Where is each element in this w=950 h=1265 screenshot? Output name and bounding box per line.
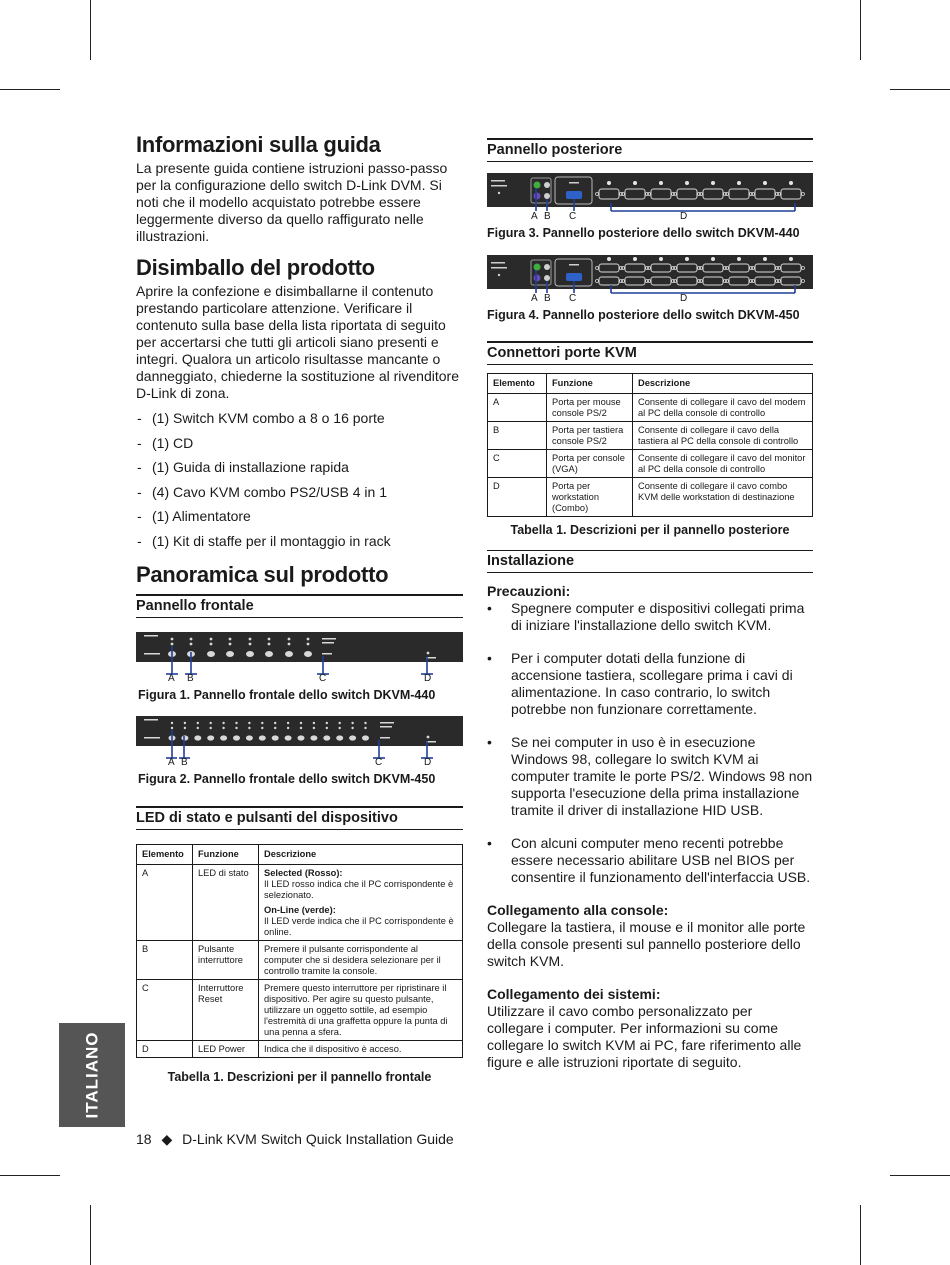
list-item: - (4) Cavo KVM combo PS2/USB 4 in 1: [136, 484, 463, 501]
callout-b: B: [544, 211, 551, 222]
diamond-icon: ◆: [161, 1131, 173, 1147]
callout-b: B: [544, 293, 551, 304]
table-cell: Premere questo interruttore per ripristinare il dispositivo. Per agire su questo pulsante, utilizzare un oggetto sottile, ad esempio l'estremità di una graffetta oppure la punta di una penna a sfera.: [259, 979, 463, 1040]
callout-d: D: [424, 756, 432, 768]
list-item: • Spegnere computer e dispositivi collegati prima di iniziare l'installazione dello switch KVM.: [487, 600, 813, 634]
cell-bold-label: On-Line (verde):: [264, 904, 336, 915]
callout-c: C: [319, 672, 327, 684]
crop-mark: [0, 1175, 60, 1176]
crop-mark: [90, 0, 91, 60]
table-cell: Porta per workstation (Combo): [547, 478, 633, 517]
crop-mark: [860, 1205, 861, 1265]
table-row: [137, 864, 463, 940]
figure-4-caption: Figura 4. Pannello posteriore dello switch DKVM-450: [487, 308, 800, 322]
figure-2-caption: Figura 2. Pannello frontale dello switch DKVM-450: [138, 771, 436, 786]
table-1-caption: Tabella 1. Descrizioni per il pannello frontale: [167, 1069, 432, 1084]
table-cell: D: [488, 478, 547, 517]
list-item: • Con alcuni computer meno recenti potrebbe essere necessario abilitare USB nel BIOS per consentire il funzionamento dell'interfaccia USB.: [487, 835, 813, 886]
table-cell: Consente di collegare il cavo del modem al PC della console di controllo: [633, 394, 813, 422]
table-header: Descrizione: [259, 844, 463, 864]
callout-b: B: [187, 672, 194, 684]
table-cell: Interruttore Reset: [193, 979, 259, 1040]
table-cell: C: [488, 450, 547, 478]
table-row: [488, 394, 813, 422]
front-panel-heading: Pannello frontale: [136, 594, 463, 618]
table-header: Elemento: [137, 844, 193, 864]
systems-connection-title: Collegamento dei sistemi:: [487, 986, 661, 1002]
callout-d: D: [680, 211, 688, 222]
crop-mark: [860, 0, 861, 60]
precautions-title: Precauzioni:: [487, 583, 571, 599]
list-item: - (1) Kit di staffe per il montaggio in rack: [136, 533, 463, 550]
table-cell: D: [137, 1040, 193, 1057]
figure-front-panel-440: [136, 632, 463, 702]
table-cell: [259, 864, 463, 940]
left-column: [136, 130, 463, 1085]
table-cell: B: [137, 940, 193, 979]
guide-text: La presente guida contiene istruzioni passo-passo per la configurazione dello switch D-Link DVM. Si noti che il modello acquistato potrebbe essere leggermente diverso da quello raffigurato nelle illustrazioni.: [136, 160, 448, 244]
callout-a: A: [531, 293, 538, 304]
section-title-overview: Panoramica sul prodotto: [136, 561, 389, 587]
list-item: • Per i computer dotati della funzione di accensione tastiera, scollegare prima i cavi di alimentazione. In caso contrario, lo switch potrebbe non funzionare correttamente.: [487, 650, 813, 718]
table-cell: C: [137, 979, 193, 1040]
callout-a: A: [531, 211, 538, 222]
callout-c: C: [375, 756, 383, 768]
callout-c: C: [569, 293, 577, 304]
table-cell: Consente di collegare il cavo combo KVM delle workstation di destinazione: [633, 478, 813, 517]
figure-front-panel-450: [136, 716, 463, 788]
list-item: - (1) CD: [136, 435, 463, 452]
table-cell: A: [137, 864, 193, 940]
page-footer: [136, 1131, 454, 1148]
package-contents-list: [136, 410, 463, 550]
installation-heading: Installazione: [487, 550, 813, 573]
callout-c: C: [569, 211, 577, 222]
cell-text: Il LED rosso indica che il PC corrispondente è selezionato.: [264, 878, 454, 900]
table-row: [137, 940, 463, 979]
front-panel-table: [136, 844, 463, 1058]
table-cell: Porta per console (VGA): [547, 450, 633, 478]
footer-title: D-Link KVM Switch Quick Installation Guide: [182, 1131, 454, 1147]
callout-d: D: [424, 672, 432, 684]
section-title-unpacking: Disimballo del prodotto: [136, 255, 375, 280]
table-row: [488, 450, 813, 478]
callout-b: B: [181, 756, 188, 768]
figure-rear-panel-450: [487, 255, 813, 329]
table-cell: B: [488, 422, 547, 450]
table-header: Funzione: [193, 844, 259, 864]
cell-text: Il LED verde indica che il PC corrispondente è online.: [264, 915, 454, 937]
language-tab-label: ITALIANO: [82, 1031, 102, 1119]
led-status-heading: LED di stato e pulsanti del dispositivo: [136, 806, 463, 830]
rear-panel-table: [487, 373, 813, 517]
callout-d: D: [680, 293, 688, 304]
callout-a: A: [168, 672, 175, 684]
crop-mark: [90, 1205, 91, 1265]
table-cell: Premere il pulsante corrispondente al computer che si desidera selezionare per il controllo tramite la console.: [259, 940, 463, 979]
table-2-caption: Tabella 1. Descrizioni per il pannello posteriore: [510, 523, 790, 537]
table-header-row: [137, 844, 463, 864]
console-connection-text: Collegare la tastiera, il mouse e il monitor alle porte della console presenti sul pannello posteriore dello switch KVM.: [487, 919, 806, 969]
table-cell: LED di stato: [193, 864, 259, 940]
kvm-ports-heading: Connettori porte KVM: [487, 341, 813, 365]
right-column: [487, 138, 813, 1071]
table-cell: Consente di collegare il cavo del monitor al PC della console di controllo: [633, 450, 813, 478]
table-header: Funzione: [547, 374, 633, 394]
crop-mark: [890, 1175, 950, 1176]
table-cell: Consente di collegare il cavo della tastiera al PC della console di controllo: [633, 422, 813, 450]
table-cell: Porta per mouse console PS/2: [547, 394, 633, 422]
page-number: 18: [136, 1131, 152, 1147]
table-header: Elemento: [488, 374, 547, 394]
table-row: [137, 979, 463, 1040]
rear-panel-heading: Pannello posteriore: [487, 138, 813, 162]
figure-1-caption: Figura 1. Pannello frontale dello switch DKVM-440: [138, 687, 436, 702]
crop-mark: [890, 89, 950, 90]
systems-connection-text: Utilizzare il cavo combo personalizzato per collegare i computer. Per informazioni su come collegare lo switch KVM ai PC, fare riferimento alle figure e alle istruzioni riportate di seguito.: [487, 1003, 802, 1070]
table-cell: Indica che il dispositivo è acceso.: [259, 1040, 463, 1057]
table-cell: LED Power: [193, 1040, 259, 1057]
table-row: [488, 422, 813, 450]
precautions-list: [487, 600, 813, 886]
section-title-guide: Informazioni sulla guida: [136, 132, 381, 157]
crop-mark: [0, 89, 60, 90]
language-tab-label-wrap: [59, 1023, 125, 1127]
list-item: • Se nei computer in uso è in esecuzione Windows 98, collegare lo switch KVM ai computer tramite le porte PS/2. Windows 98 non supporta l'esecuzione della prima installazione tramite il driver di installazione HID USB.: [487, 734, 813, 819]
console-connection-title: Collegamento alla console:: [487, 902, 669, 918]
table-cell: A: [488, 394, 547, 422]
unpacking-text: Aprire la confezione e disimballarne il contenuto prestando particolare attenzione. Verificare il contenuto sulla base della lista riportata di seguito per accertarsi che tutti gli articoli siano presenti e integri. Qualora un articolo risultasse mancante o danneggiato, chiederne la sostituzione al rivenditore D-Link di zona.: [136, 283, 459, 401]
table-header-row: [488, 374, 813, 394]
table-row: [137, 1040, 463, 1057]
table-cell: Porta per tastiera console PS/2: [547, 422, 633, 450]
list-item: - (1) Guida di installazione rapida: [136, 459, 463, 476]
table-row: [488, 478, 813, 517]
figure-3-caption: Figura 3. Pannello posteriore dello switch DKVM-440: [487, 226, 800, 240]
table-cell: Pulsante interruttore: [193, 940, 259, 979]
figure-rear-panel-440: [487, 173, 813, 247]
table-header: Descrizione: [633, 374, 813, 394]
list-item: - (1) Switch KVM combo a 8 o 16 porte: [136, 410, 463, 427]
cell-bold-label: Selected (Rosso):: [264, 867, 343, 878]
callout-a: A: [168, 756, 175, 768]
list-item: - (1) Alimentatore: [136, 508, 463, 525]
